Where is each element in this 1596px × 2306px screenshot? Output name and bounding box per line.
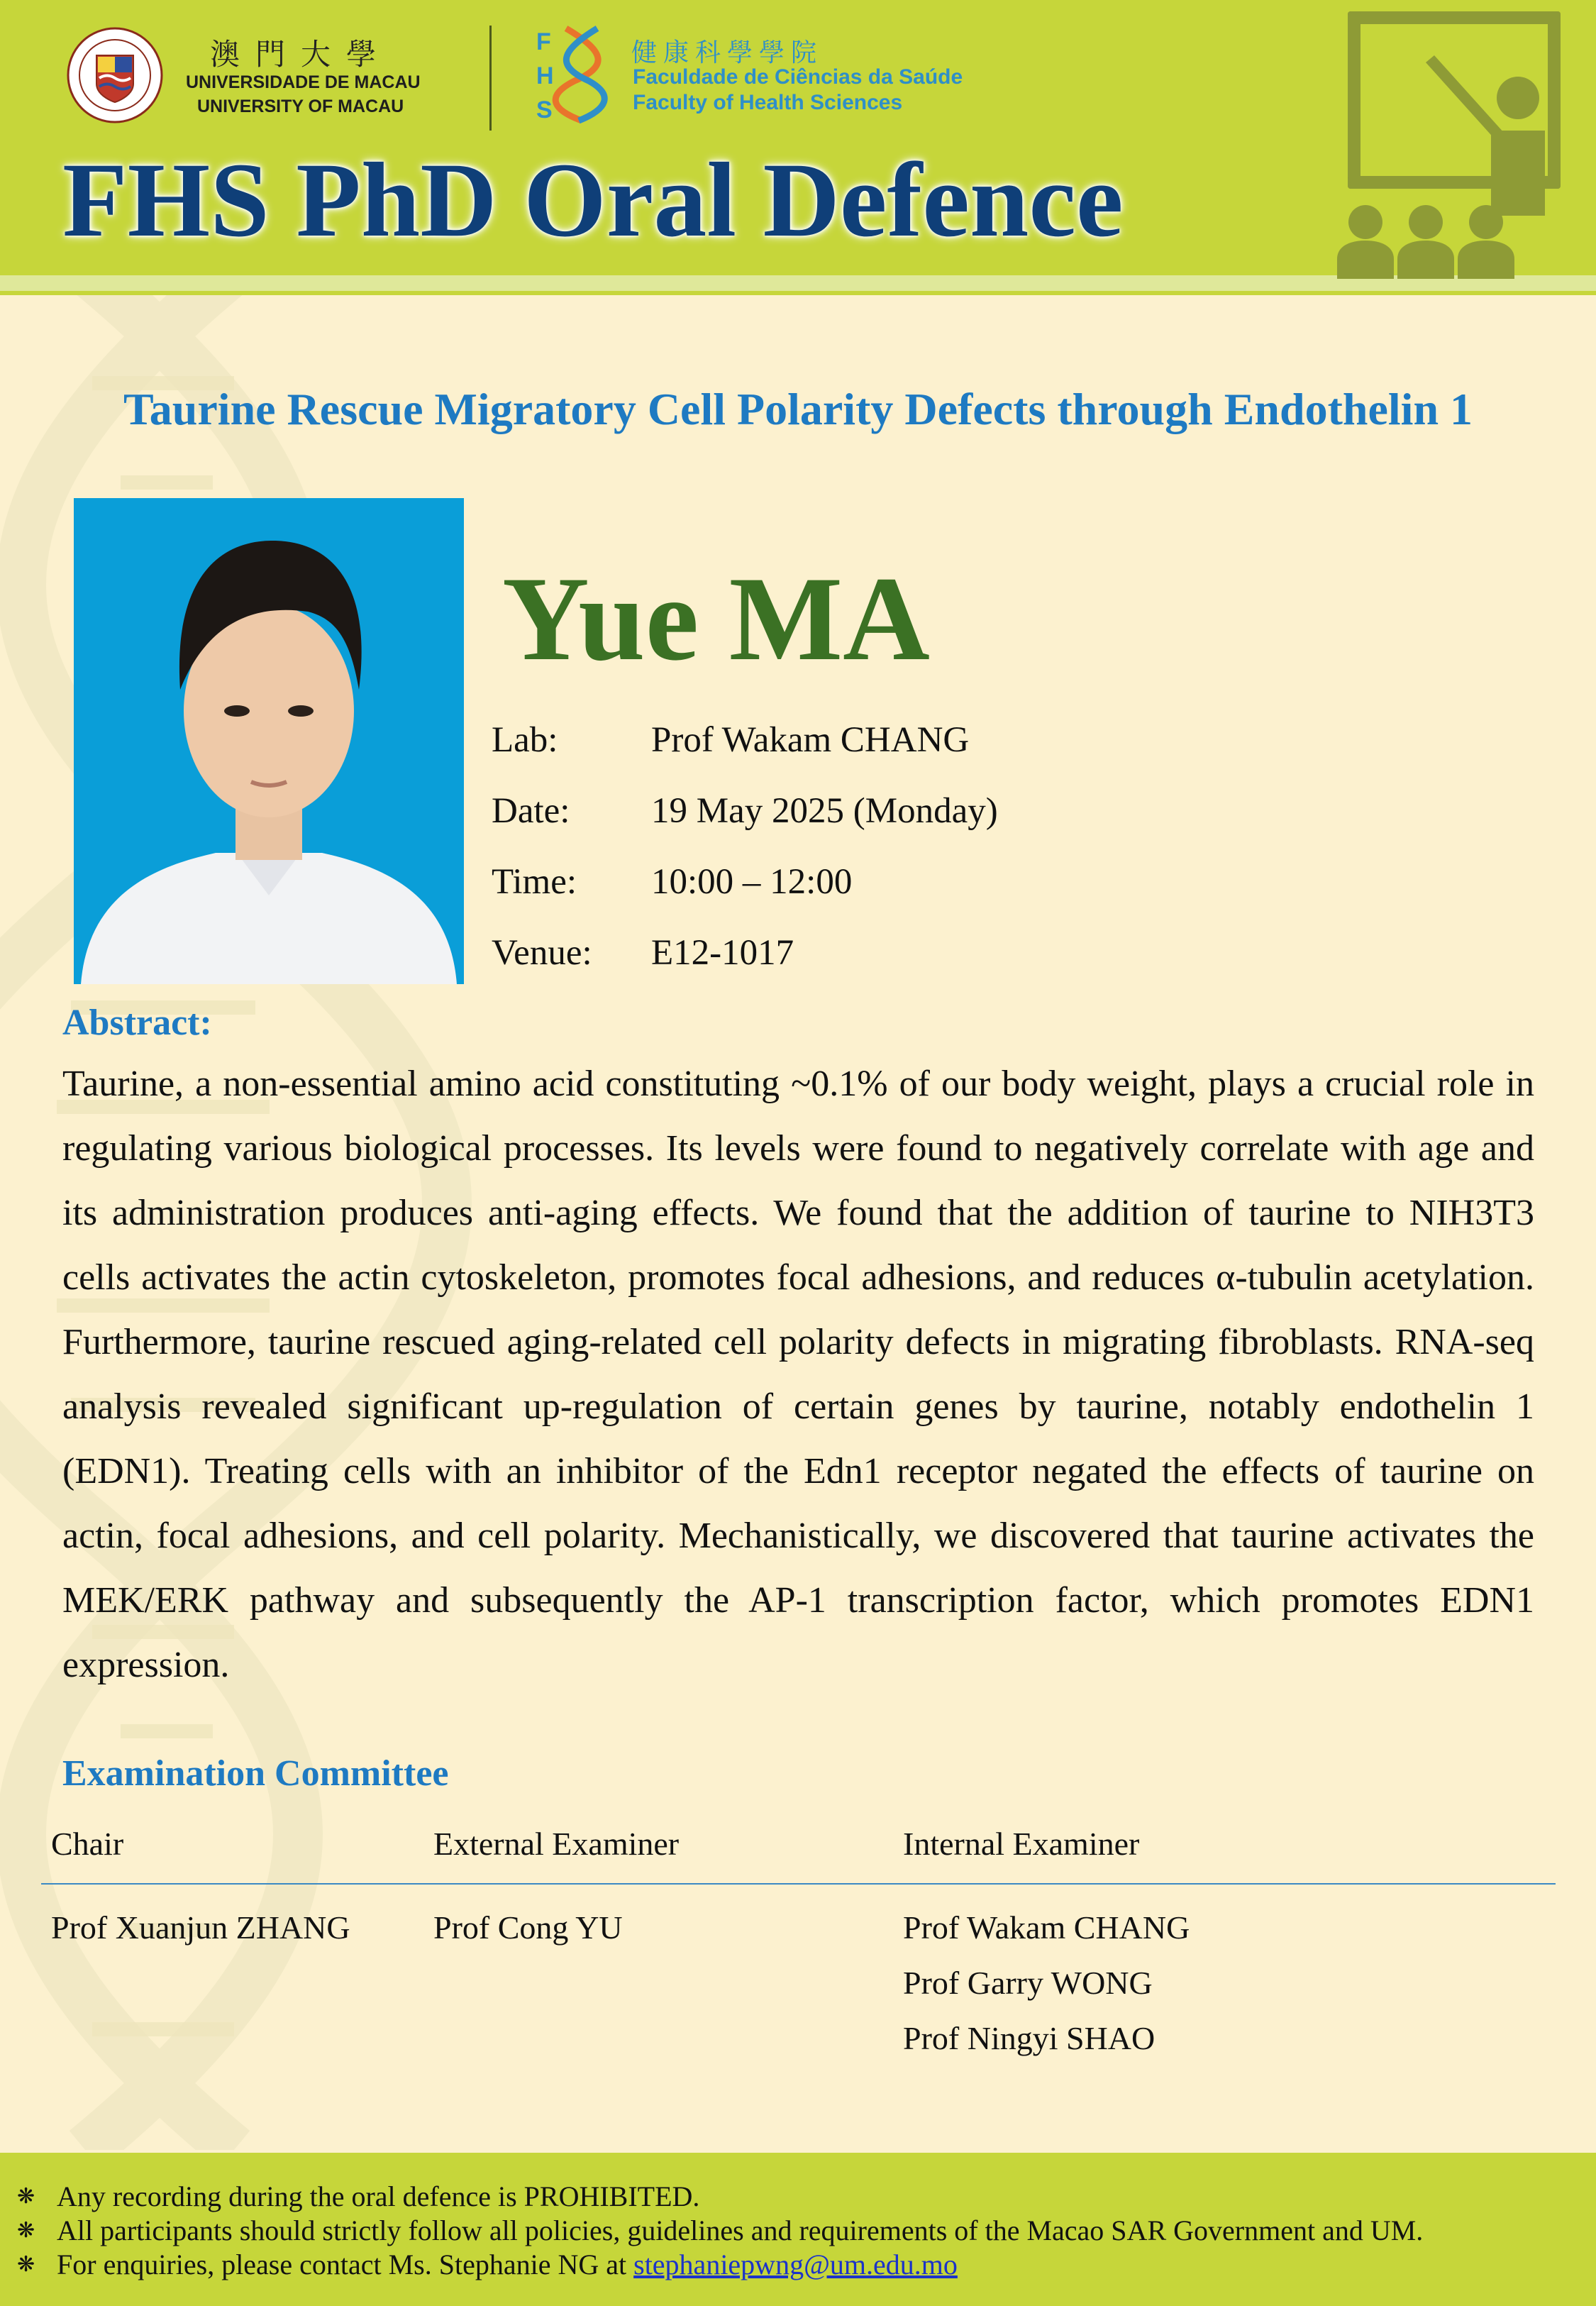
candidate-name: Yue MA: [502, 552, 930, 685]
footer-bullet-icon: ❋: [17, 2253, 35, 2276]
university-seal-icon: [67, 27, 163, 123]
abstract-heading: Abstract:: [62, 1003, 212, 1043]
date-label: Date:: [492, 791, 570, 831]
header-divider: [489, 26, 492, 131]
header-stripe-line: [0, 291, 1596, 295]
footer-note-enquiry: [57, 2248, 958, 2281]
svg-text:S: S: [536, 96, 553, 123]
candidate-portrait-image: [74, 498, 464, 984]
committee-col-internal: Internal Examiner: [903, 1826, 1140, 1862]
university-chinese-name: 澳門大學: [210, 37, 392, 72]
committee-divider: [41, 1883, 1556, 1885]
enquiry-email-link[interactable]: stephaniepwng@um.edu.mo: [633, 2249, 958, 2280]
abstract-text: Taurine, a non-essential amino acid constituting ~0.1% of our body weight, plays a crucial role in regulating various biological processes. Its levels were found to negatively correlate with age and its administration produces anti-aging effects. We found that the addition of taurine to NIH3T3 cells activates the actin cytoskeleton, promotes focal adhesions, and reduces α-tubulin acetylation. Furthermore, taurine rescued aging-related cell polarity defects in migrating fibroblasts. RNA-seq analysis revealed significant up-regulation of certain genes by taurine, notably endothelin 1 (EDN1). Treating cells with an inhibitor of the Edn1 receptor negated the effects of taurine on actin, focal adhesions, and cell polarity. Mechanistically, we discovered that taurine activates the MEK/ERK pathway and subsequently the AP-1 transcription factor, which promotes EDN1 expression.: [62, 1064, 1534, 1685]
svg-text:H: H: [536, 62, 554, 89]
committee-col-chair: Chair: [51, 1826, 124, 1862]
footer-note-recording: Any recording during the oral defence is PROHIBITED.: [57, 2180, 700, 2212]
committee-heading: Examination Committee: [62, 1753, 449, 1794]
venue-label: Venue:: [492, 933, 592, 973]
time-label: Time:: [492, 862, 577, 902]
time-value: 10:00 – 12:00: [651, 862, 853, 902]
university-english-name: UNIVERSITY OF MACAU: [197, 96, 404, 116]
footer-bullet-icon: ❋: [17, 2185, 35, 2208]
committee-external-member: Prof Cong YU: [433, 1909, 623, 1946]
candidate-photo: [74, 498, 464, 984]
presenter-icon: [1305, 6, 1589, 279]
committee-internal-member: Prof Garry WONG: [903, 1965, 1153, 2001]
committee-chair-member: Prof Xuanjun ZHANG: [51, 1909, 350, 1946]
committee-internal-member: Prof Wakam CHANG: [903, 1909, 1190, 1946]
thesis-title: Taurine Rescue Migratory Cell Polarity Defects through Endothelin 1: [123, 384, 1473, 434]
footer-bullet-icon: ❋: [17, 2219, 35, 2242]
committee-internal-member: Prof Ningyi SHAO: [903, 2020, 1156, 2056]
university-portuguese-name: UNIVERSIDADE DE MACAU: [186, 72, 421, 92]
svg-text:F: F: [536, 28, 551, 55]
lab-value: Prof Wakam CHANG: [651, 720, 970, 760]
venue-value: E12-1017: [651, 933, 794, 973]
faculty-english-name: Faculty of Health Sciences: [633, 91, 903, 114]
date-value: 19 May 2025 (Monday): [651, 791, 998, 831]
faculty-portuguese-name: Faculdade de Ciências da Saúde: [633, 65, 963, 89]
faculty-chinese-name: 健康科學學院: [631, 38, 824, 67]
page-title: FHS PhD Oral Defence: [62, 141, 1124, 259]
committee-col-external: External Examiner: [433, 1826, 680, 1862]
enquiry-text: For enquiries, please contact Ms. Stephanie NG at: [57, 2249, 634, 2280]
lab-label: Lab:: [492, 720, 558, 760]
faculty-logo-icon: [536, 24, 614, 123]
footer-note-policies: All participants should strictly follow all policies, guidelines and requirements of the Macao SAR Government and UM.: [57, 2214, 1424, 2246]
